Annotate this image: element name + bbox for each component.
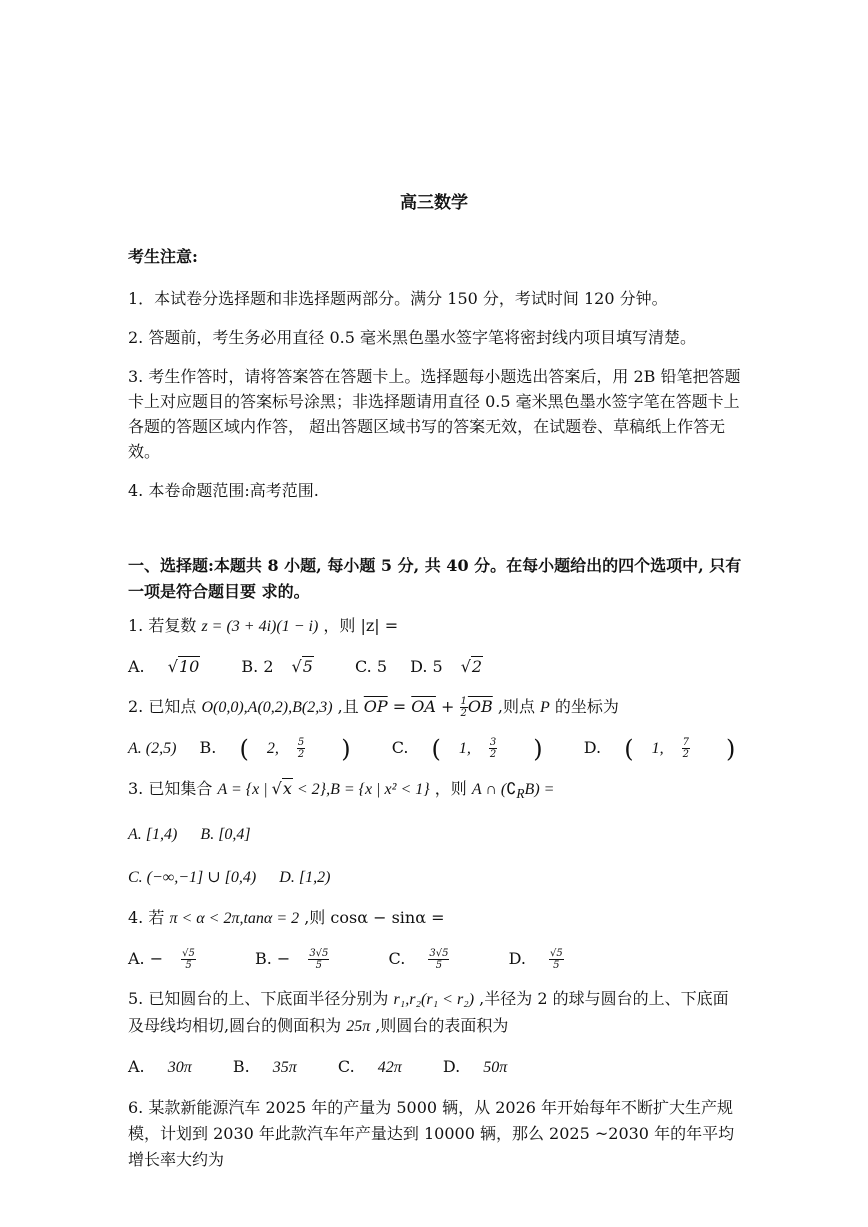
option-d: D. 5 √2 [410,657,483,676]
option-c: C. 42π [337,1057,402,1077]
question-1: 1. 若复数 z = (3 + 4i)(1 − i) ，则 |z| = [128,616,399,635]
option-d: D. $\frac{√5}{5}$ [508,948,563,972]
option-c: C. (−∞,−1] ∪ [0,4) [128,869,257,887]
exam-content [128,246,743,1185]
question-5: 5. 已知圆台的上、下底面半径分别为 r₁,r₂(r₁ < r₂) ,半径为 2 的球与圆台的上、下底面及母线均相切,圆台的侧面积为 25π ,则圆台的表面积为 [128,989,729,1036]
option-a: A. − $\frac{√5}{5}$ [128,948,195,972]
notice-item: 2. 答题前，考生务必用直径 0.5 毫米黑色墨水签字笔将密封线内项目填写清楚。 [128,328,696,347]
option-a: A. [1,4) [128,826,178,844]
section-heading: 一、选择题:本题共 8 小题, 每小题 5 分, 共 40 分。在每小题给出的四个选项中, 只有一项是符合题目要 求的。 [128,556,742,601]
option-d: D. 50π [442,1057,508,1077]
option-d: D. [1,2) [279,869,331,887]
option-c: C. 5 [354,657,388,676]
option-b: B. [0,4] [200,826,251,844]
question-2: 2. 已知点 O(0,0),A(0,2),B(2,3) ,且 $\overline{OP} = \overline{OA}$ + $\frac{1}{2}$ $\overline{OB}$ ,则点 P 的坐标为 [128,696,619,719]
question-3-options-row2 [128,862,743,893]
notice-item: 1．本试卷分选择题和非选择题两部分。满分 150 分，考试时间 120 分钟。 [128,289,668,308]
option-b: B. 35π [232,1057,297,1077]
option-b: B. − $\frac{3√5}{5}$ [254,948,329,972]
option-b: B. ( 2, $\frac{5}{2}$ ) [199,734,351,763]
question-1-options [128,652,743,682]
option-a: A. √10 [128,657,200,676]
question-3: 3. 已知集合 A = {x | √x < 2},B = {x | x² < 1} ，则 A ∩ $(∁_RB)$ = [128,779,555,802]
fraction: $\frac{1}{2}$ [460,696,467,719]
option-c: C. ( 1, $\frac{3}{2}$ ) [391,734,543,763]
option-a: A. (2,5) [128,740,177,757]
option-d: D. ( 1, $\frac{7}{2}$ ) [583,734,736,763]
question-6: 6. 某款新能源汽车 2025 年的产量为 5000 辆，从 2026 年开始每年不断扩大生产规模，计划到 2030 年此款汽车年产量达到 10000 辆，那么 2025 ~2030 年的年平均增长率大约为 [128,1098,735,1170]
page-title: 高三数学 [400,193,468,213]
question-3-options-row1 [128,819,743,850]
notice-heading: 考生注意: [128,247,198,266]
question-2-options [128,733,743,764]
option-a: A. 30π [128,1057,192,1077]
option-b: B. 2 √5 [241,657,313,676]
question-4-options [128,944,743,974]
question-4: 4. 若 π < α < 2π,tanα = 2 ,则 cosα − sinα = [128,908,445,928]
question-5-options [128,1052,743,1083]
notice-item: 4. 本卷命题范围:高考范围. [128,481,319,500]
complement-icon: ∁ [506,779,517,798]
notice-block [128,246,743,503]
option-c: C. $\frac{3√5}{5}$ [388,948,449,972]
notice-item: 3. 考生作答时，请将答案答在答题卡上。选择题每小题选出答案后，用 2B 铅笔把答题卡上对应题目的答案标号涂黑；非选择题请用直径 0.5 毫米黑色墨水签字笔在答题卡上各题的答题区域内作答， 超出答题区域书写的答案无效，在试题卷、草稿纸上作答无效。 [128,367,741,461]
